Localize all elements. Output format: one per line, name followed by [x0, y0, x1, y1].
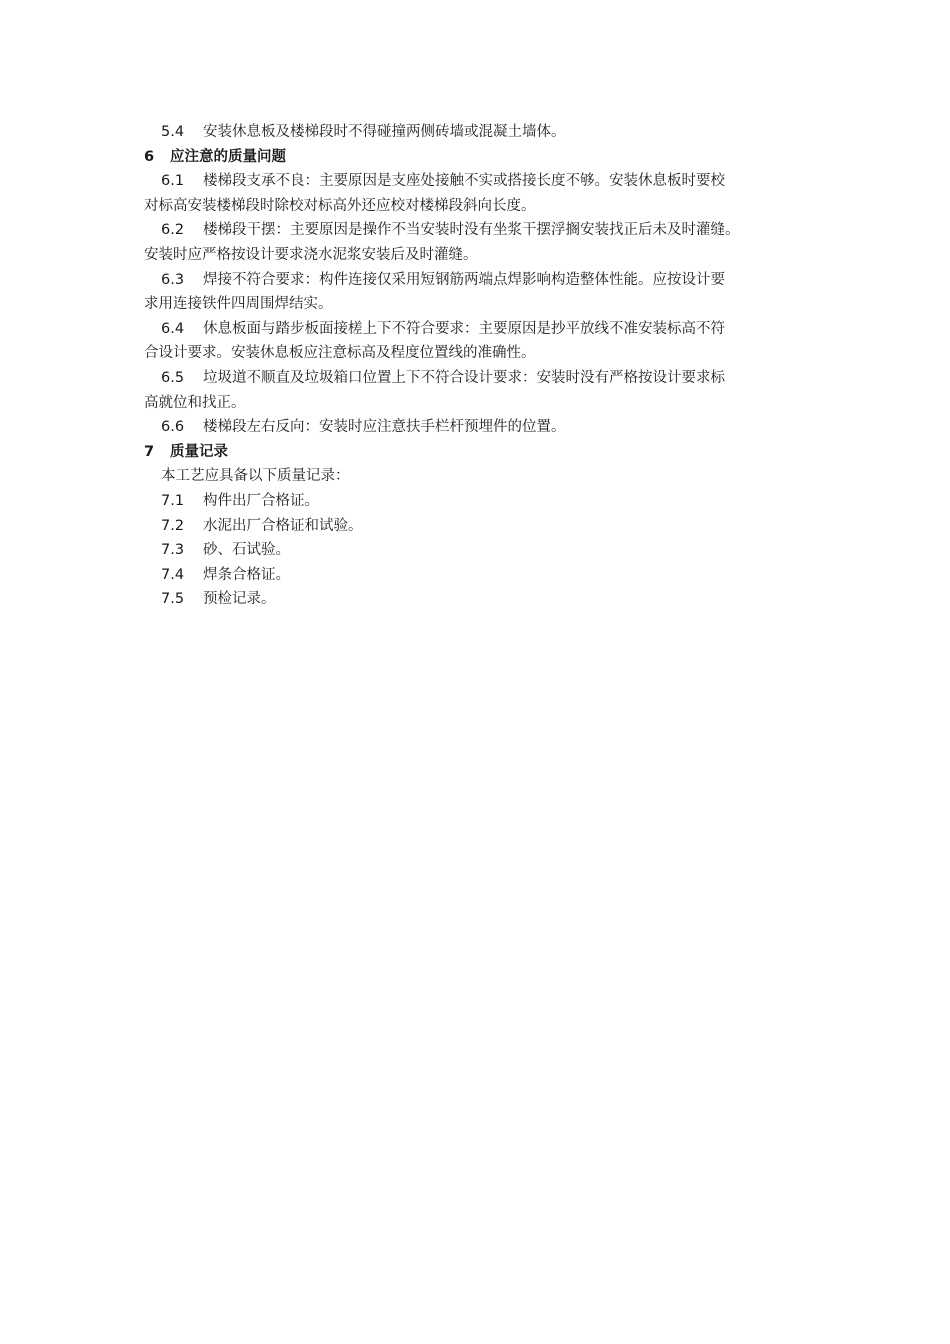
clause-line [144, 563, 814, 588]
clause-number: 5.4 [161, 124, 185, 140]
clause-text: 水泥出厂合格证和试验。 [203, 517, 363, 534]
clause-number: 7.3 [161, 542, 185, 559]
clause-text: 安装时应严格按设计要求浇水泥浆安装后及时灌缝。 [144, 246, 478, 263]
section-heading [144, 145, 814, 170]
section-title: 应注意的质量问题 [170, 148, 286, 165]
clause-text: 垃圾道不顺直及垃圾箱口位置上下不符合设计要求：安装时没有严格按设计要求标 [203, 369, 725, 386]
section-number: 7 [144, 443, 155, 460]
clause-line [144, 341, 814, 366]
clause-text: 楼梯段干摆：主要原因是操作不当安装时没有坐浆干摆浮搁安装找正后未及时灌缝。 [203, 222, 740, 239]
clause-number: 6.4 [161, 320, 185, 337]
clause-number: 6.1 [161, 173, 185, 190]
clause-number: 6.6 [161, 419, 185, 436]
clause-number: 7.1 [161, 492, 185, 509]
section-heading [144, 440, 814, 465]
section-title: 质量记录 [170, 443, 228, 460]
section-number: 6 [144, 148, 155, 165]
clause-line [144, 194, 814, 219]
clause-number: 7.5 [161, 591, 185, 608]
clause-line [144, 489, 814, 514]
clause-text: 求用连接铁件四周围焊结实。 [144, 296, 333, 313]
clause-number: 6.2 [161, 222, 185, 239]
clause-text: 安装休息板及楼梯段时不得碰撞两侧砖墙或混凝土墙体。 [203, 124, 566, 140]
clause-line [144, 514, 814, 539]
clause-number: 7.4 [161, 566, 185, 583]
clause-line [144, 243, 814, 268]
clause-text: 焊接不符合要求：构件连接仅采用短钢筋两端点焊影响构造整体性能。应按设计要 [203, 271, 725, 288]
clause-text: 砂、石试验。 [203, 542, 290, 559]
clause-text: 预检记录。 [203, 591, 276, 608]
clause-line [144, 218, 814, 243]
clause-line [144, 391, 814, 416]
clause-number: 7.2 [161, 517, 185, 534]
clause-number: 6.3 [161, 271, 185, 288]
clause-line [144, 292, 814, 317]
clause-text: 楼梯段支承不良：主要原因是支座处接触不实或搭接长度不够。安装休息板时要校 [203, 173, 725, 190]
clause-text: 高就位和找正。 [144, 394, 246, 411]
clause-line [144, 587, 814, 612]
paragraph-line [144, 464, 814, 489]
clause-text: 合设计要求。安装休息板应注意标高及程度位置线的准确性。 [144, 345, 536, 362]
clause-line [144, 120, 814, 145]
clause-text: 楼梯段左右反向：安装时应注意扶手栏杆预埋件的位置。 [203, 419, 566, 436]
clause-text: 焊条合格证。 [203, 566, 290, 583]
clause-line [144, 169, 814, 194]
clause-number: 6.5 [161, 369, 185, 386]
clause-text: 对标高安装楼梯段时除校对标高外还应校对楼梯段斜向长度。 [144, 197, 536, 214]
document-body [144, 120, 814, 612]
clause-line [144, 538, 814, 563]
clause-line [144, 415, 814, 440]
clause-text: 构件出厂合格证。 [203, 492, 319, 509]
clause-line [144, 317, 814, 342]
clause-text: 本工艺应具备以下质量记录： [161, 468, 350, 485]
clause-line [144, 366, 814, 391]
clause-text: 休息板面与踏步板面接槎上下不符合要求：主要原因是抄平放线不准安装标高不符 [203, 320, 725, 337]
clause-line [144, 268, 814, 293]
